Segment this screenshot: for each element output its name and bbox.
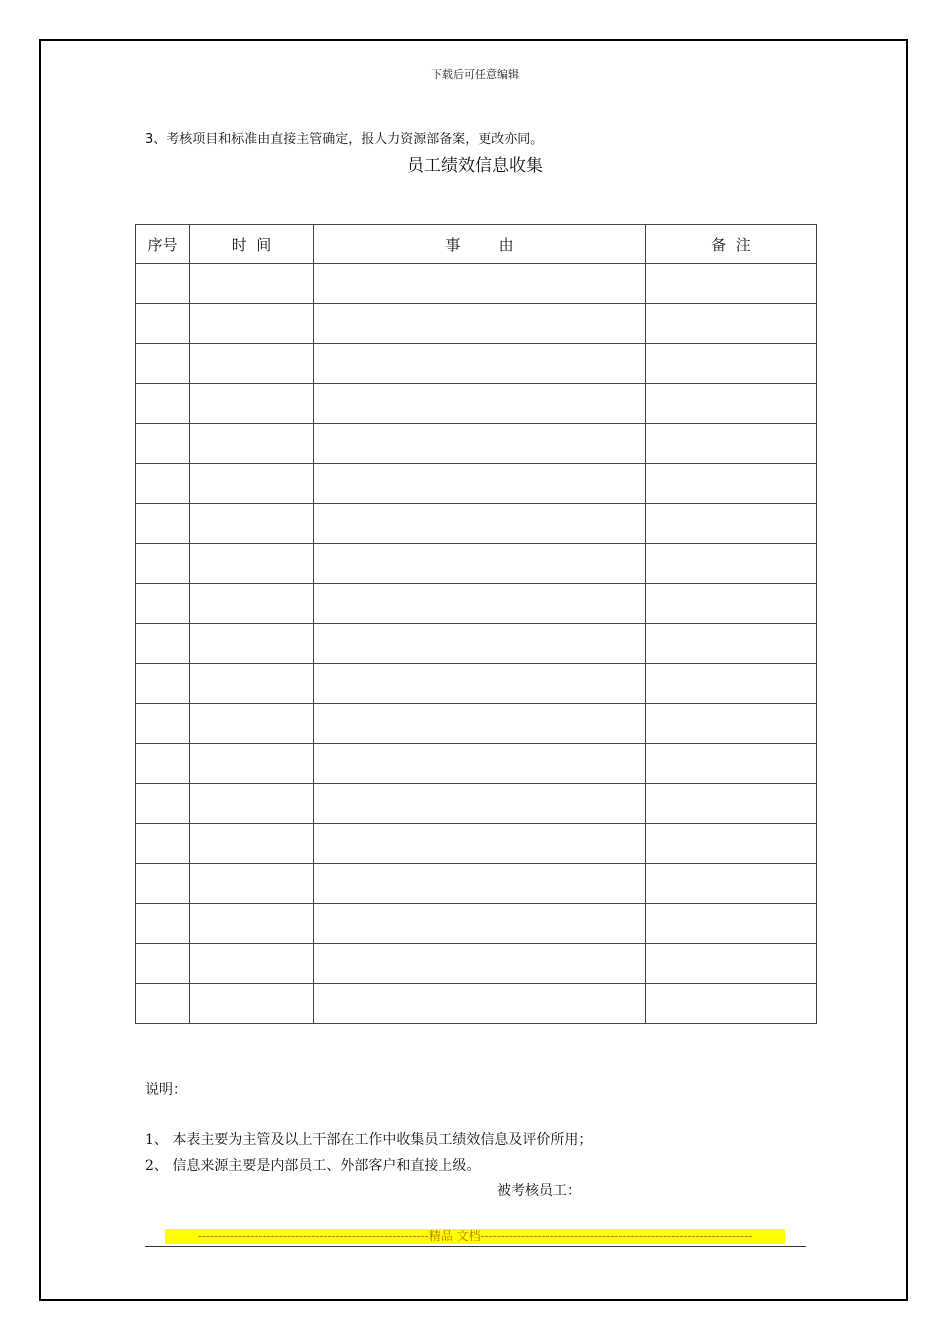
table-row <box>136 984 817 1024</box>
document-title: 员工绩效信息收集 <box>407 156 543 176</box>
column-header-time: 时 间 <box>190 225 314 264</box>
table-cell-index[interactable] <box>136 264 190 304</box>
table-cell-time[interactable] <box>190 944 314 984</box>
table-cell-index[interactable] <box>136 704 190 744</box>
table-body <box>136 264 817 1024</box>
table-cell-index[interactable] <box>136 944 190 984</box>
table-cell-index[interactable] <box>136 464 190 504</box>
table-cell-index[interactable] <box>136 864 190 904</box>
assessment-rule-text: 3、考核项目和标准由直接主管确定，报人力资源部备案，更改亦同。 <box>145 132 544 147</box>
table-cell-time[interactable] <box>190 304 314 344</box>
table-cell-time[interactable] <box>190 784 314 824</box>
table-cell-time[interactable] <box>190 744 314 784</box>
footer-text: ---------------------------------------------------------精品 文档------------------------------------------------------------------- <box>197 1229 753 1243</box>
table-row <box>136 424 817 464</box>
table-cell-time[interactable] <box>190 664 314 704</box>
table-cell-remarks[interactable] <box>646 984 817 1024</box>
table-cell-time[interactable] <box>190 264 314 304</box>
table-cell-time[interactable] <box>190 464 314 504</box>
table-cell-time[interactable] <box>190 704 314 744</box>
table-cell-event[interactable] <box>314 944 646 984</box>
table-cell-remarks[interactable] <box>646 744 817 784</box>
table-cell-time[interactable] <box>190 824 314 864</box>
footer-banner <box>165 1229 785 1244</box>
table-cell-index[interactable] <box>136 504 190 544</box>
table-cell-index[interactable] <box>136 984 190 1024</box>
column-header-event: 事 由 <box>314 225 646 264</box>
evaluatee-signature-label: 被考核员工： <box>497 1183 581 1199</box>
note-item-1: 1、 本表主要为主管及以上干部在工作中收集员工绩效信息及评价所用； <box>145 1132 593 1148</box>
table-cell-event[interactable] <box>314 384 646 424</box>
table-cell-event[interactable] <box>314 784 646 824</box>
table-row <box>136 864 817 904</box>
table-row <box>136 664 817 704</box>
table-cell-remarks[interactable] <box>646 824 817 864</box>
note-item-2: 2、 信息来源主要是内部员工、外部客户和直接上级。 <box>145 1158 481 1174</box>
table-cell-index[interactable] <box>136 624 190 664</box>
table-cell-time[interactable] <box>190 544 314 584</box>
table-cell-remarks[interactable] <box>646 384 817 424</box>
table-cell-event[interactable] <box>314 344 646 384</box>
table-cell-time[interactable] <box>190 584 314 624</box>
table-row <box>136 624 817 664</box>
table-cell-event[interactable] <box>314 304 646 344</box>
table-cell-time[interactable] <box>190 984 314 1024</box>
table-cell-time[interactable] <box>190 344 314 384</box>
table-cell-remarks[interactable] <box>646 544 817 584</box>
table-cell-index[interactable] <box>136 384 190 424</box>
table-cell-remarks[interactable] <box>646 904 817 944</box>
table-cell-remarks[interactable] <box>646 304 817 344</box>
table-cell-time[interactable] <box>190 424 314 464</box>
table-row <box>136 744 817 784</box>
table-cell-event[interactable] <box>314 464 646 504</box>
table-cell-remarks[interactable] <box>646 344 817 384</box>
table-row <box>136 904 817 944</box>
footer-rule <box>145 1246 806 1247</box>
table-cell-remarks[interactable] <box>646 464 817 504</box>
table-cell-event[interactable] <box>314 664 646 704</box>
table-cell-index[interactable] <box>136 664 190 704</box>
table-row <box>136 504 817 544</box>
table-cell-index[interactable] <box>136 344 190 384</box>
table-row <box>136 464 817 504</box>
table-cell-remarks[interactable] <box>646 424 817 464</box>
table-cell-event[interactable] <box>314 624 646 664</box>
table-cell-remarks[interactable] <box>646 584 817 624</box>
table-row <box>136 344 817 384</box>
table-cell-remarks[interactable] <box>646 504 817 544</box>
table-row <box>136 264 817 304</box>
table-cell-remarks[interactable] <box>646 624 817 664</box>
table-row <box>136 704 817 744</box>
table-cell-event[interactable] <box>314 824 646 864</box>
table-cell-event[interactable] <box>314 984 646 1024</box>
table-cell-index[interactable] <box>136 824 190 864</box>
table-cell-remarks[interactable] <box>646 784 817 824</box>
table-row <box>136 944 817 984</box>
table-cell-index[interactable] <box>136 304 190 344</box>
table-cell-time[interactable] <box>190 904 314 944</box>
table-cell-event[interactable] <box>314 504 646 544</box>
table-cell-event[interactable] <box>314 424 646 464</box>
table-cell-event[interactable] <box>314 904 646 944</box>
table-cell-index[interactable] <box>136 424 190 464</box>
table-cell-time[interactable] <box>190 504 314 544</box>
table-cell-event[interactable] <box>314 744 646 784</box>
table-row <box>136 824 817 864</box>
table-cell-event[interactable] <box>314 584 646 624</box>
table-header-row <box>136 225 817 264</box>
table-cell-index[interactable] <box>136 904 190 944</box>
table-cell-time[interactable] <box>190 384 314 424</box>
table-cell-time[interactable] <box>190 864 314 904</box>
table-row <box>136 584 817 624</box>
table-cell-event[interactable] <box>314 864 646 904</box>
table-row <box>136 304 817 344</box>
table-cell-remarks[interactable] <box>646 664 817 704</box>
column-header-remarks: 备 注 <box>646 225 817 264</box>
performance-info-table <box>135 224 817 1024</box>
table-cell-event[interactable] <box>314 264 646 304</box>
table-row <box>136 784 817 824</box>
table-cell-event[interactable] <box>314 544 646 584</box>
table-cell-index[interactable] <box>136 544 190 584</box>
header-note: 下载后可任意编辑 <box>431 68 519 81</box>
table-cell-remarks[interactable] <box>646 944 817 984</box>
table-cell-time[interactable] <box>190 624 314 664</box>
table-cell-remarks[interactable] <box>646 864 817 904</box>
table-row <box>136 544 817 584</box>
table-row <box>136 384 817 424</box>
table-cell-index[interactable] <box>136 584 190 624</box>
table-cell-event[interactable] <box>314 704 646 744</box>
table-cell-remarks[interactable] <box>646 704 817 744</box>
table-cell-remarks[interactable] <box>646 264 817 304</box>
notes-label: 说明： <box>145 1082 187 1098</box>
table-cell-index[interactable] <box>136 744 190 784</box>
column-header-index: 序号 <box>136 225 190 264</box>
table-cell-index[interactable] <box>136 784 190 824</box>
